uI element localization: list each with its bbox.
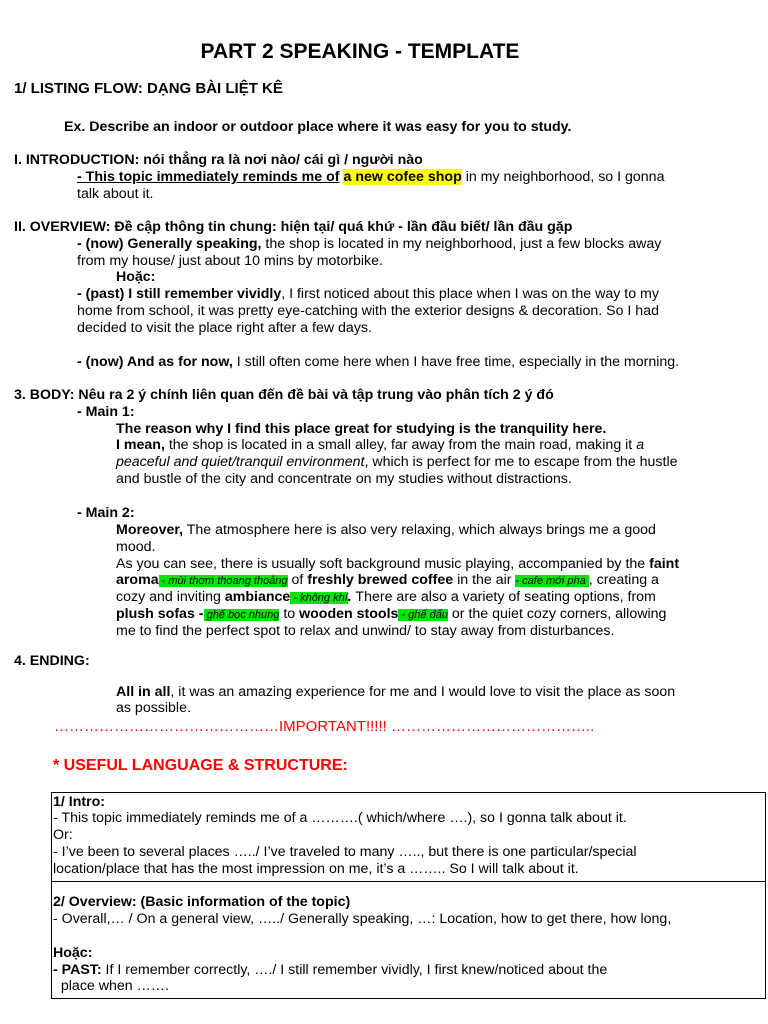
- overview-now2-bold: - (now) And as for now,: [77, 354, 233, 370]
- body-m1-line1: The reason why I find this place great for studying is the tranquility here.: [116, 421, 607, 437]
- overview-now2: [77, 354, 679, 371]
- overview-past: [77, 286, 659, 303]
- body-m2-line2: mood.: [116, 539, 156, 555]
- overview-hoac: Hoặc:: [116, 269, 156, 285]
- overview-past-line3: decided to visit the place right after a few days.: [77, 320, 372, 336]
- box-past-line1: [53, 962, 607, 979]
- gloss-sofas: ghế bọc nhung: [203, 609, 280, 621]
- intro-rest: in my neighborhood, so I gonna: [461, 169, 665, 185]
- body-m2-line4: [116, 572, 659, 590]
- body-heading: 3. BODY: Nêu ra 2 ý chính liên quan đến đề bài và tập trung vào phân tích 2 ý đó: [14, 387, 554, 403]
- body-m2-line7: me to find the perfect spot to relax and unwind/ to stay away from disturbances.: [116, 623, 615, 639]
- body-m2-l5-t1: cozy and inviting: [116, 589, 225, 605]
- box-overview-heading: 2/ Overview: (Basic information of the topic): [53, 894, 351, 910]
- body-m2-l6-t2: or the quiet cozy corners, allowing: [447, 606, 667, 622]
- ending-line1: [116, 684, 675, 701]
- body-m2-l5-dot: .: [347, 589, 352, 605]
- box-intro-heading: 1/ Intro:: [53, 794, 106, 810]
- body-m2-l4-t3: , creating a: [588, 572, 659, 588]
- body-m2-l1-rest: The atmosphere here is also very relaxing, which always brings me a good: [183, 522, 656, 538]
- overview-heading: II. OVERVIEW: Đề cập thông tin chung: hiện tại/ quá khứ - lần đầu biết/ lần đầu gặp: [14, 219, 573, 235]
- intro-highlight: a new cofee shop: [343, 169, 462, 185]
- gloss-aroma: - mùi thơm thoang thoảng: [158, 575, 288, 587]
- box-past-rest: If I remember correctly, …./ I still remember vividly, I first knew/noticed about the: [101, 962, 608, 978]
- intro-line-2: talk about it.: [77, 186, 154, 202]
- body-m2-line5: [116, 589, 656, 607]
- box-past-bold: - PAST:: [53, 962, 102, 978]
- section-heading: 1/ LISTING FLOW: DẠNG BÀI LIỆT KÊ: [14, 80, 283, 97]
- body-m1-line4: and bustle of the city and concentrate on my studies without distractions.: [116, 471, 572, 487]
- body-m1-line3: [116, 454, 678, 471]
- page-title: PART 2 SPEAKING - TEMPLATE: [200, 40, 520, 63]
- ending-bold: All in all: [116, 684, 171, 700]
- term-aroma: aroma: [116, 572, 159, 588]
- box-hoac: Hoặc:: [53, 945, 93, 961]
- term-ambiance: ambiance: [224, 589, 291, 605]
- body-m2-l4-t1: of: [287, 572, 308, 588]
- box-overview-line1: - Overall,… / On a general view, …../ Generally speaking, …: Location, how to get there, how long,: [53, 911, 672, 927]
- term-stools: wooden stools: [299, 606, 399, 622]
- body-m2-l3-text: As you can see, there is usually soft background music playing, accompanied by the: [116, 556, 650, 572]
- body-main1: - Main 1:: [77, 404, 135, 420]
- ending-line2: as possible.: [116, 700, 191, 716]
- gloss-stools: - ghế đẩu: [398, 609, 448, 621]
- overview-now: [77, 236, 661, 253]
- overview-now2-rest: I still often come here when I have free time, especially in the morning.: [232, 354, 680, 370]
- box-intro-line1: - This topic immediately reminds me of a ……….( which/where ….), so I gonna talk about it.: [53, 810, 627, 826]
- body-main2: - Main 2:: [77, 505, 135, 521]
- body-m2-line3: [116, 556, 679, 573]
- box-intro-line2: - I’ve been to several places …../ I’ve traveled to many ….., but there is one particular/special: [53, 844, 637, 860]
- body-m1-l3-rest: , which is perfect for me to escape from the hustle: [364, 454, 678, 470]
- example-prompt: Ex. Describe an indoor or outdoor place where it was easy for you to study.: [64, 119, 572, 135]
- box-or: Or:: [53, 827, 73, 843]
- gloss-ambiance: - không khí: [290, 592, 348, 604]
- overview-past-bold: - (past) I still remember vividly: [77, 286, 282, 302]
- body-m2-l5-t2: There are also a variety of seating options, from: [351, 589, 656, 605]
- useful-heading: * USEFUL LANGUAGE & STRUCTURE:: [53, 757, 348, 774]
- body-m2-l4-t2: in the air: [453, 572, 516, 588]
- term-sofas: plush sofas -: [116, 606, 204, 622]
- body-m1-l2-italic: a: [636, 437, 645, 453]
- body-m2-l3-bold: faint: [649, 556, 680, 572]
- overview-past-line2: home from school, it was pretty eye-catching with the exterior designs & decoration. So I had: [77, 303, 659, 319]
- body-m1-l3-italic: peaceful and quiet/tranquil environment: [116, 454, 365, 470]
- ending-rest: , it was an amazing experience for me and I would love to visit the place as soon: [170, 684, 676, 700]
- overview-now-line2: from my house/ just about 10 mins by motorbike.: [77, 253, 383, 269]
- ending-heading: 4. ENDING:: [14, 653, 90, 669]
- overview-past-rest: , I first noticed about this place when I was on the way to my: [281, 286, 659, 302]
- body-m2-l1-bold: Moreover,: [116, 522, 184, 538]
- term-coffee: freshly brewed coffee: [307, 572, 454, 588]
- body-m1-l2-bold: I mean,: [116, 437, 165, 453]
- body-m2-l6-t1: to: [279, 606, 300, 622]
- body-m1-l2-rest: the shop is located in a small alley, far away from the main road, making it: [164, 437, 637, 453]
- body-m2-line1: [116, 522, 656, 539]
- important-banner: ………………………………………IMPORTANT!!!!! …………………………………..: [54, 718, 595, 735]
- overview-now-rest: the shop is located in my neighborhood, just a few blocks away: [261, 236, 662, 252]
- overview-now-bold: - (now) Generally speaking,: [77, 236, 262, 252]
- gloss-coffee: - cafe mới pha: [515, 575, 589, 587]
- intro-lead: - This topic immediately reminds me of: [77, 169, 340, 185]
- box-divider: [52, 881, 765, 882]
- box-intro-line3: location/place that has the most impression on me, it’s a …….. So I will talk about it.: [53, 861, 579, 877]
- body-m2-line6: [116, 606, 666, 624]
- box-past-line2: place when …….: [53, 978, 169, 994]
- intro-line-1: [77, 169, 664, 186]
- intro-heading: I. INTRODUCTION: nói thẳng ra là nơi nào/ cái gì / người nào: [14, 152, 423, 168]
- body-m1-line2: [116, 437, 644, 454]
